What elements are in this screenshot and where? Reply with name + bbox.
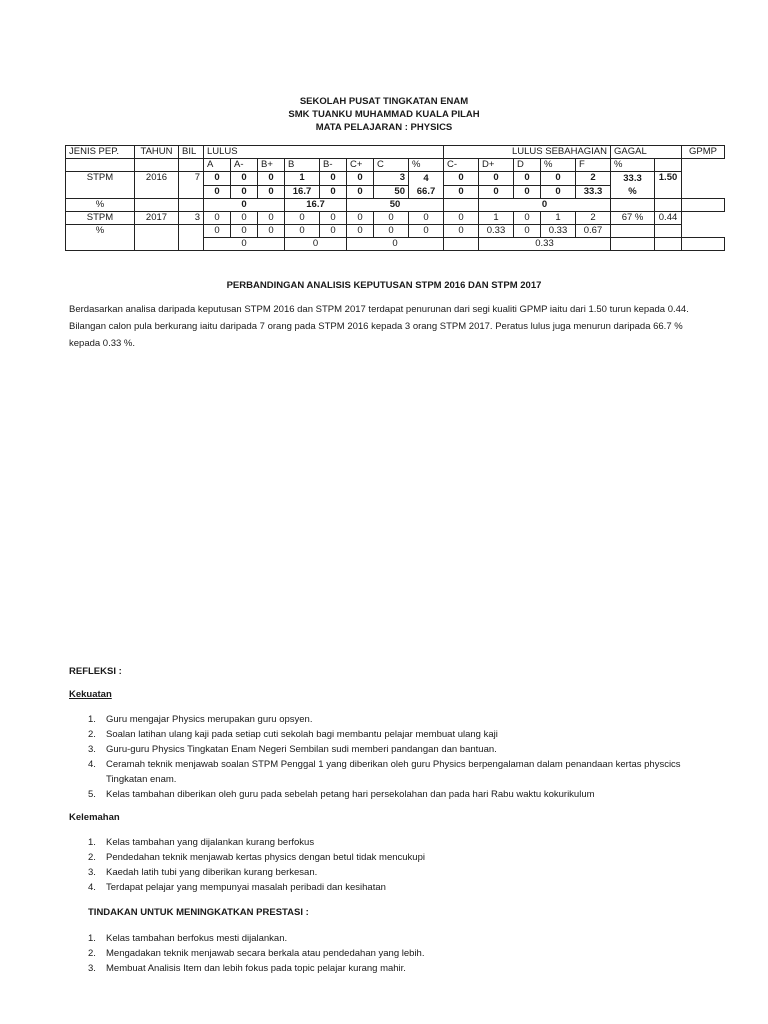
- grade-label: F: [576, 159, 611, 172]
- grade-label: %: [541, 159, 576, 172]
- bil-cell: 3: [179, 212, 204, 225]
- list-number: 2.: [88, 852, 96, 863]
- group-total-cell: 0: [204, 199, 285, 212]
- group-total-cell: 0: [479, 199, 611, 212]
- pct-cell: 0: [285, 225, 320, 238]
- count-cell: 1: [285, 172, 320, 186]
- empty-cell: [135, 159, 179, 172]
- group-total-cell: 0: [285, 238, 347, 251]
- seb-pct-cell: 0: [444, 185, 479, 199]
- count-cell: 0: [231, 172, 258, 186]
- list-item: [88, 961, 708, 976]
- tahun-cell: 2017: [135, 212, 179, 225]
- lulus-percent: 66.7: [416, 186, 436, 197]
- group-total-cell: 0.33: [479, 238, 611, 251]
- list-item-text: Guru-guru Physics Tingkatan Enam Negeri Sembilan sudi memberi pandangan dan bantuan.: [106, 744, 497, 755]
- list-item-text: Ceramah teknik menjawab soalan STPM Penggal 1 yang diberikan oleh guru Physics berpengalaman dalam penandaan kertas physcics Tingkatan enam.: [106, 759, 681, 785]
- jenis-cell: STPM: [66, 212, 135, 225]
- list-item: [88, 712, 708, 727]
- list-number: 2.: [88, 948, 96, 959]
- seb-pct-cell: 0: [444, 225, 479, 238]
- empty-cell: [444, 238, 479, 251]
- gagal-pct-value: 33.3: [623, 173, 642, 184]
- pct-cell: 16.7: [285, 185, 320, 199]
- empty-cell: [135, 225, 179, 251]
- gagal-count-cell: 2: [576, 212, 611, 225]
- empty-cell: [655, 238, 682, 251]
- list-item: [88, 850, 708, 865]
- header-jenis: JENIS PEP.: [66, 146, 135, 159]
- seb-count-cell: 1: [541, 212, 576, 225]
- count-cell: 0: [204, 172, 231, 186]
- empty-cell: [655, 159, 682, 172]
- seb-count-cell: 0: [541, 172, 576, 186]
- empty-cell: [682, 199, 725, 212]
- header-tahun: TAHUN: [135, 146, 179, 159]
- pct-cell: 50: [374, 185, 409, 199]
- comparison-title: PERBANDINGAN ANALISIS KEPUTUSAN STPM 2016 DAN STPM 2017: [226, 280, 542, 291]
- pct-cell: 0: [231, 225, 258, 238]
- table-row-2017-pct: [66, 225, 725, 238]
- count-cell: 0: [231, 212, 258, 225]
- pct-cell: 0: [258, 225, 285, 238]
- empty-cell: [179, 225, 204, 251]
- empty-cell: [444, 199, 479, 212]
- gpmp-cell: 1.50: [655, 172, 682, 199]
- grade-header-row: [66, 159, 725, 172]
- list-number: 3.: [88, 867, 96, 878]
- pct-cell: 0: [347, 185, 374, 199]
- lulus-count: 4: [423, 173, 429, 184]
- subject-title: MATA PELAJARAN : PHYSICS: [315, 122, 453, 133]
- pct-cell: 0: [347, 225, 374, 238]
- group-total-cell: 50: [347, 199, 444, 212]
- pct-cell: 0: [204, 225, 231, 238]
- list-item: [88, 742, 708, 757]
- seb-count-cell: 0: [479, 172, 514, 186]
- count-cell: 0: [320, 172, 347, 186]
- table-header-row: [66, 146, 725, 159]
- count-cell: 0: [374, 212, 409, 225]
- list-number: 3.: [88, 744, 96, 755]
- count-cell: 0: [204, 212, 231, 225]
- list-number: 1.: [88, 933, 96, 944]
- empty-cell: [655, 225, 682, 238]
- seb-pct-cell: 0.33: [541, 225, 576, 238]
- pct-label-cell: %: [66, 225, 135, 251]
- empty-cell: [611, 225, 655, 238]
- document-header: [0, 95, 768, 134]
- grade-label: B+: [258, 159, 285, 172]
- jenis-cell: STPM: [66, 172, 135, 199]
- lulus-pct-value-cell: 0: [409, 225, 444, 238]
- gagal-count-cell: 2: [576, 172, 611, 186]
- list-item: [88, 880, 708, 895]
- tindakan-heading: TINDAKAN UNTUK MENINGKATKAN PRESTASI :: [88, 907, 309, 918]
- kekuatan-list: [88, 712, 708, 802]
- seb-pct-cell: 0.33: [479, 225, 514, 238]
- seb-pct-cell: 0: [514, 185, 541, 199]
- list-item-text: Kelas tambahan berfokus mesti dijalankan.: [106, 933, 288, 944]
- list-item: [88, 865, 708, 880]
- list-number: 5.: [88, 789, 96, 800]
- grade-label: C: [374, 159, 409, 172]
- pct-label-cell: %: [66, 199, 135, 212]
- school-name: SEKOLAH PUSAT TINGKATAN ENAM: [299, 96, 469, 107]
- empty-cell: [179, 159, 204, 172]
- grade-label: D+: [479, 159, 514, 172]
- seb-count-cell: 0: [514, 172, 541, 186]
- group-total-cell: 0: [204, 238, 285, 251]
- count-cell: 0: [347, 172, 374, 186]
- school-subname: SMK TUANKU MUHAMMAD KUALA PILAH: [288, 109, 480, 120]
- count-cell: 0: [285, 212, 320, 225]
- pct-cell: 0: [320, 185, 347, 199]
- pct-cell: 0: [320, 225, 347, 238]
- pct-cell: 0: [258, 185, 285, 199]
- count-cell: 0: [347, 212, 374, 225]
- refleksi-heading: REFLEKSI :: [69, 666, 122, 677]
- empty-cell: [179, 199, 204, 212]
- seb-count-cell: 1: [479, 212, 514, 225]
- grade-label: A: [204, 159, 231, 172]
- grade-label: A-: [231, 159, 258, 172]
- gagal-pct-cell: 67 %: [611, 212, 655, 225]
- list-item: [88, 946, 708, 961]
- list-item-text: Kelas tambahan yang dijalankan kurang berfokus: [106, 837, 315, 848]
- count-cell: 3: [374, 172, 409, 186]
- empty-cell: [611, 238, 655, 251]
- header-bil: BIL: [179, 146, 204, 159]
- gagal-pct-sign: %: [628, 186, 637, 197]
- list-number: 2.: [88, 729, 96, 740]
- kekuatan-heading: Kekuatan: [69, 689, 112, 700]
- lulus-pct-cell: [409, 172, 444, 199]
- empty-cell: [655, 199, 682, 212]
- grade-label: C-: [444, 159, 479, 172]
- header-lulus: LULUS: [204, 146, 444, 159]
- seb-pct-cell: 0: [479, 185, 514, 199]
- list-item-text: Pendedahan teknik menjawab kertas physics dengan betul tidak mencukupi: [106, 852, 425, 863]
- list-number: 3.: [88, 963, 96, 974]
- seb-pct-cell: 0: [541, 185, 576, 199]
- list-item-text: Mengadakan teknik menjawab secara berkala atau pendedahan yang lebih.: [106, 948, 425, 959]
- count-cell: 0: [258, 212, 285, 225]
- table-row-2016-groups: [66, 199, 725, 212]
- table-row-2016-counts: [66, 172, 725, 186]
- kelemahan-heading: Kelemahan: [69, 812, 120, 823]
- empty-cell: [135, 199, 179, 212]
- group-total-cell: 0: [347, 238, 444, 251]
- grade-label: B-: [320, 159, 347, 172]
- list-number: 1.: [88, 837, 96, 848]
- list-item: [88, 835, 708, 850]
- tahun-cell: 2016: [135, 172, 179, 199]
- list-item: [88, 757, 708, 787]
- grade-label: B: [285, 159, 320, 172]
- list-item-text: Terdapat pelajar yang mempunyai masalah peribadi dan kesihatan: [106, 882, 386, 893]
- gagal-pct-cell: [611, 172, 655, 199]
- list-item-text: Membuat Analisis Item dan lebih fokus pada topic pelajar kurang mahir.: [106, 963, 406, 974]
- count-cell: 0: [258, 172, 285, 186]
- seb-pct-cell: 0: [514, 225, 541, 238]
- list-item-text: Soalan latihan ulang kaji pada setiap cuti sekolah bagi membantu pelajar membuat ulang kaji: [106, 729, 498, 740]
- pct-cell: 0: [374, 225, 409, 238]
- grade-label: %: [409, 159, 444, 172]
- list-item-text: Kelas tambahan diberikan oleh guru pada sebelah petang hari persekolahan dan pada hari Rabu waktu kokurikulum: [106, 789, 595, 800]
- kelemahan-list: [88, 835, 708, 895]
- gpmp-cell: 0.44: [655, 212, 682, 225]
- pct-cell: 0: [231, 185, 258, 199]
- gagal-pct-value-cell: 33.3: [576, 185, 611, 199]
- list-number: 4.: [88, 759, 96, 770]
- bil-cell: 7: [179, 172, 204, 199]
- group-total-cell: 16.7: [285, 199, 347, 212]
- tindakan-list: [88, 931, 708, 976]
- grade-label: %: [611, 159, 655, 172]
- header-lulus-sebahagian: LULUS SEBAHAGIAN: [444, 146, 611, 159]
- gagal-pct-value-cell: 0.67: [576, 225, 611, 238]
- list-item: [88, 931, 708, 946]
- list-number: 4.: [88, 882, 96, 893]
- seb-count-cell: 0: [444, 212, 479, 225]
- list-number: 1.: [88, 714, 96, 725]
- analysis-paragraph: Berdasarkan analisa daripada keputusan STPM 2016 dan STPM 2017 terdapat penurunan dari segi kualiti GPMP iaitu dari 1.50 turun kepada 0.44. Bilangan calon pula berkurang iaitu daripada 7 orang pada STPM 2016 kepada 3 orang STPM 2017. Peratus lulus juga menurun daripada 66.7 % kepada 0.33 %.: [69, 304, 689, 349]
- empty-cell: [611, 199, 655, 212]
- table-row-2017-counts: [66, 212, 725, 225]
- list-item: [88, 787, 708, 802]
- results-table: [65, 145, 725, 251]
- list-item-text: Kaedah latih tubi yang diberikan kurang berkesan.: [106, 867, 318, 878]
- empty-cell: [682, 238, 725, 251]
- list-item: [88, 727, 708, 742]
- count-cell: 0: [320, 212, 347, 225]
- empty-cell: [66, 159, 135, 172]
- lulus-pct-cell: 0: [409, 212, 444, 225]
- header-gagal: GAGAL: [611, 146, 682, 159]
- header-gpmp: GPMP: [682, 146, 725, 159]
- seb-count-cell: 0: [514, 212, 541, 225]
- grade-label: D: [514, 159, 541, 172]
- pct-cell: 0: [204, 185, 231, 199]
- list-item-text: Guru mengajar Physics merupakan guru opsyen.: [106, 714, 313, 725]
- seb-count-cell: 0: [444, 172, 479, 186]
- grade-label: C+: [347, 159, 374, 172]
